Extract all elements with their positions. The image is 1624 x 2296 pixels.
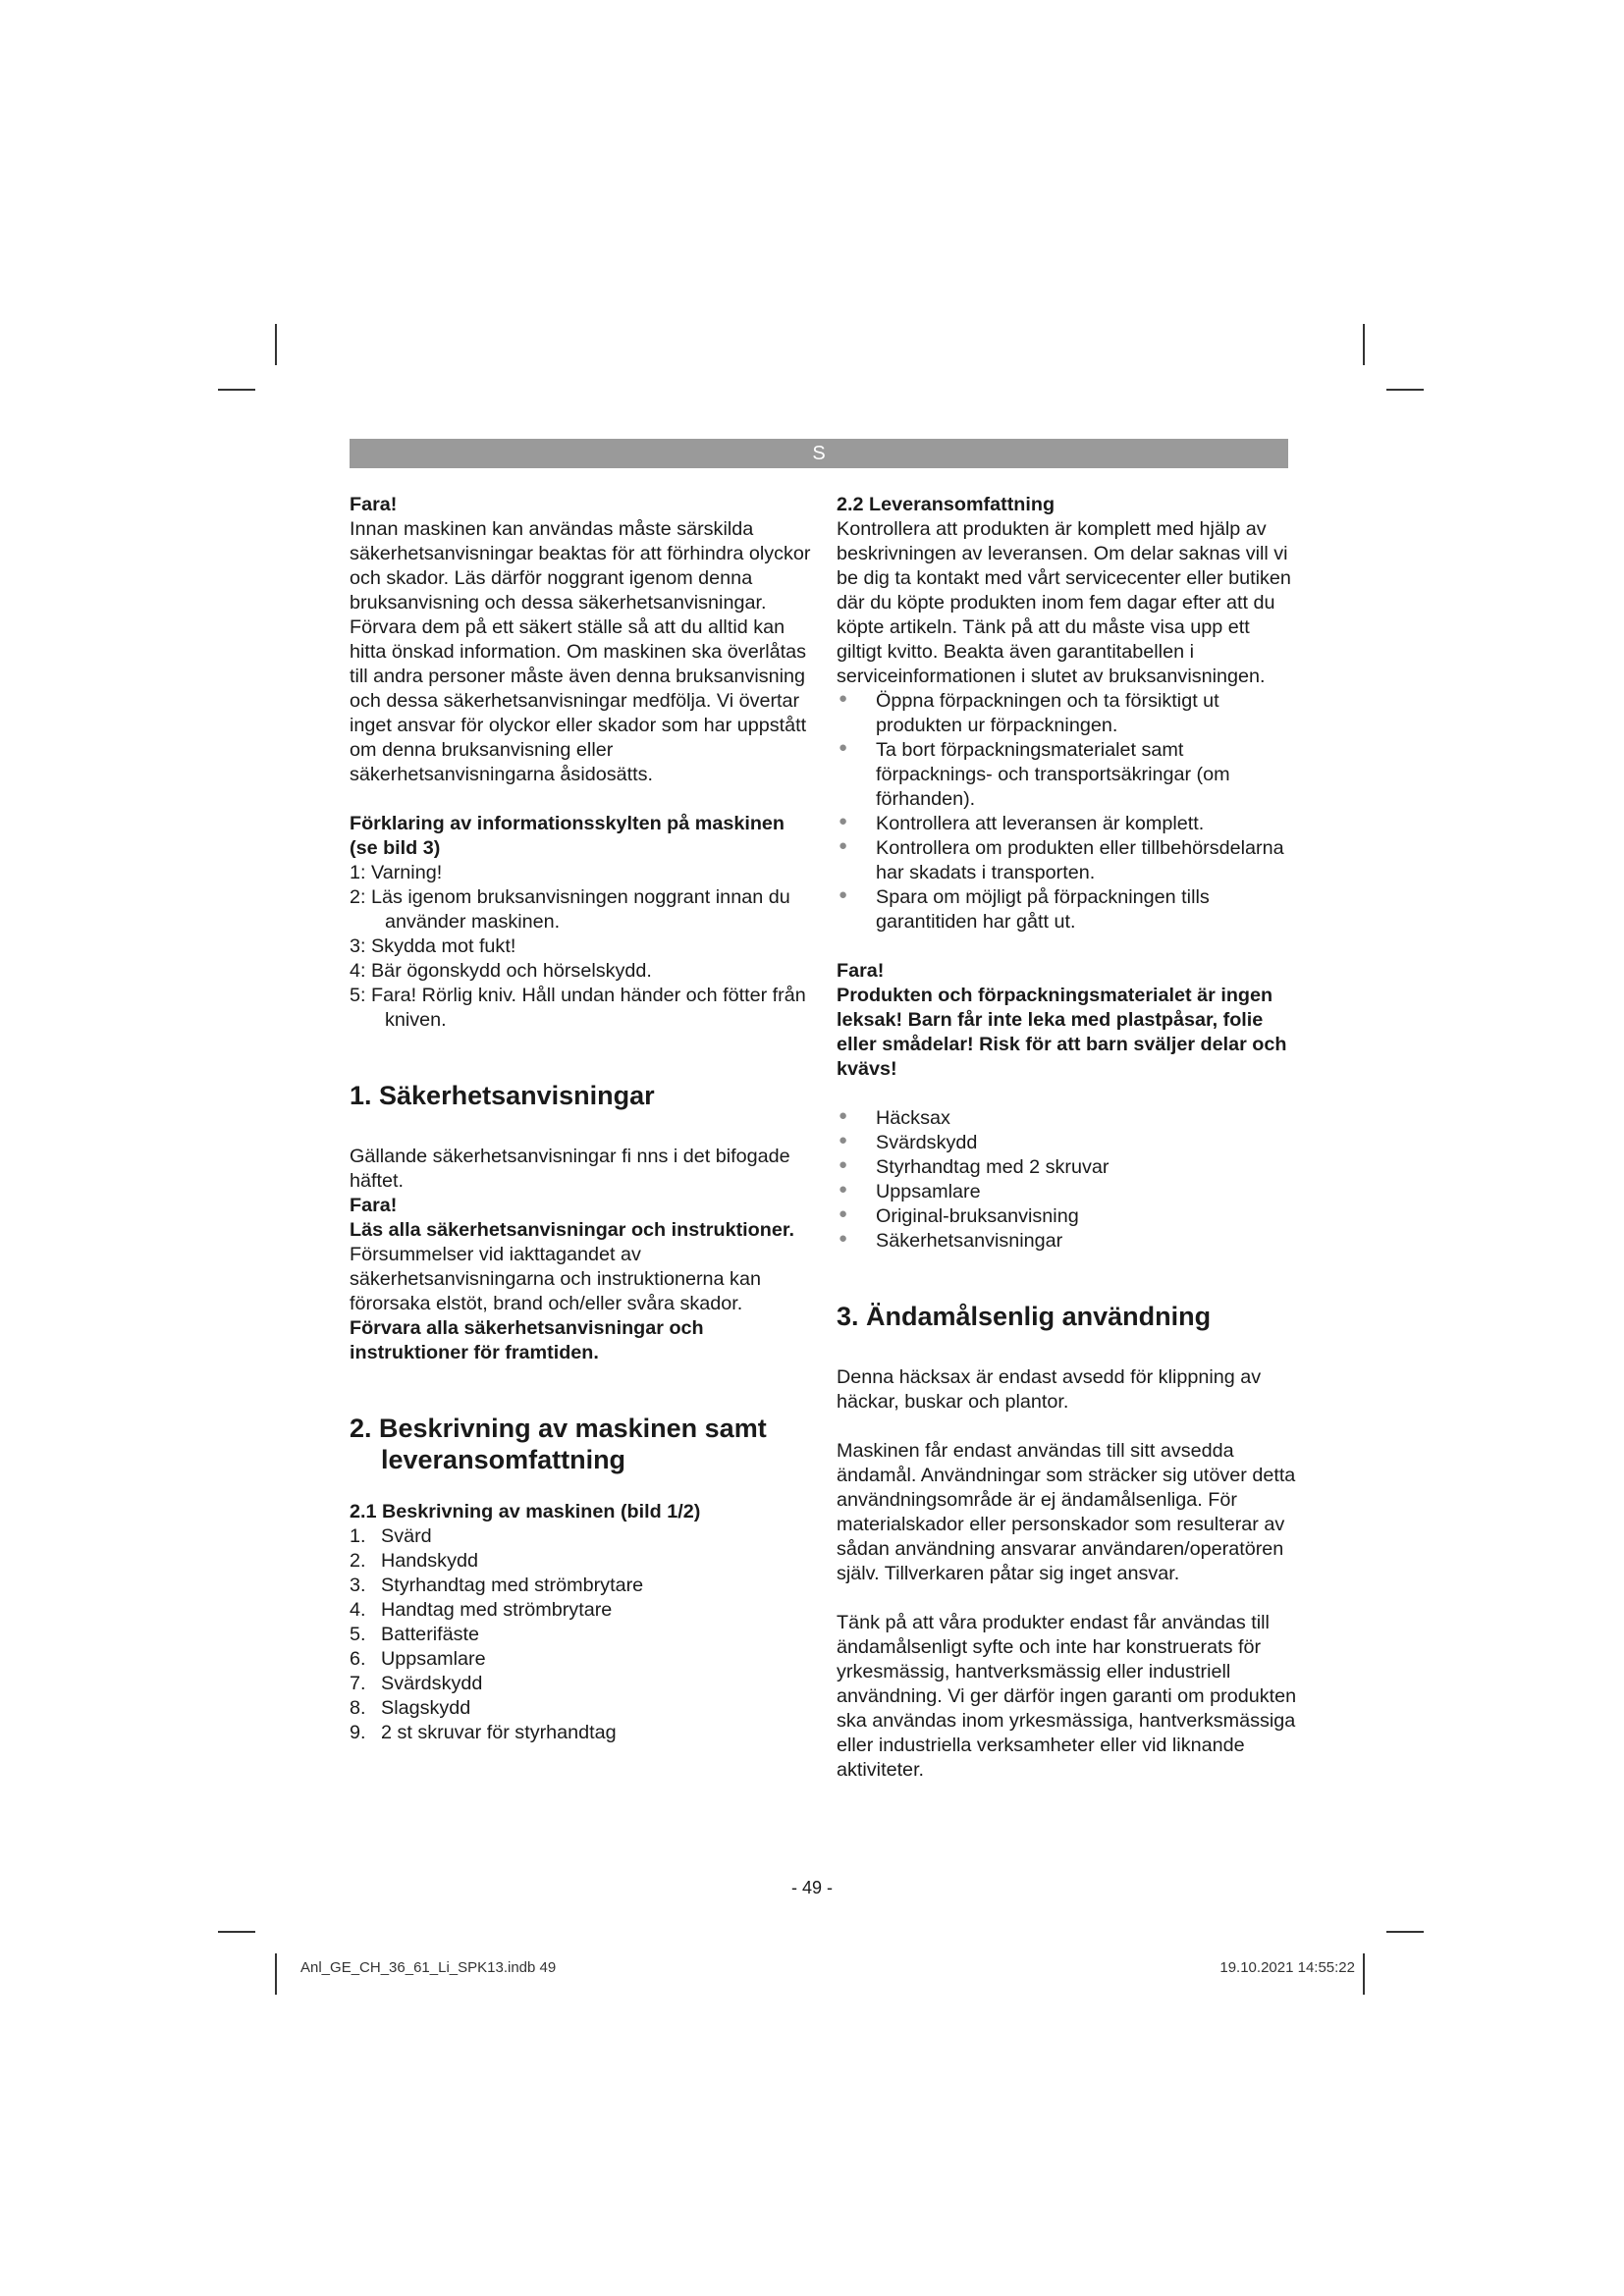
fara-paragraph: Innan maskinen kan användas måste särskilda säkerhetsanvisningar beaktas för att förhindra olyckor och skador. Läs därför noggrant igenom denna bruksanvisning och dessa säkerhetsanvisningar. Förvara dem på ett säkert ställe så att du alltid kan hitta önskad information. Om maskinen ska överlåtas till andra personer måste även denna bruksanvisning och dessa säkerhetsanvisningar medfölja. Vi övertar inget ansvar för olyckor eller skador som har uppstått om denna bruksanvisning eller säkerhetsanvisningarna åsidosätts. [350, 518, 811, 785]
crop-mark [1386, 389, 1424, 391]
bullet-icon: ● [839, 837, 848, 854]
bullet-icon: ● [839, 1181, 848, 1198]
crop-mark [218, 1931, 255, 1933]
list-item: 8. Slagskydd [350, 1697, 471, 1719]
section-1-bold-2: Förvara alla säkerhetsanvisningar och instruktioner för framtiden. [350, 1317, 704, 1363]
sign-explanation-heading: Förklaring av informationsskylten på maskinen (se bild 3) [350, 813, 785, 859]
section-1-fara: Fara! [350, 1195, 398, 1216]
footer-filename: Anl_GE_CH_36_61_Li_SPK13.indb 49 [300, 1959, 557, 1976]
sign-item: 5: Fara! Rörlig kniv. Håll undan händer och fötter från kniven. [350, 985, 806, 1031]
warning-heading: Fara! [837, 960, 885, 982]
section-1-text: Försummelser vid iakttagandet av säkerhetsanvisningarna och instruktionerna kan förorsaka elstöt, brand och/eller svåra skador. [350, 1244, 761, 1314]
crop-mark [1363, 324, 1365, 365]
bullet-icon: ● [839, 886, 848, 903]
bullet-icon: ● [839, 1156, 848, 1173]
section-3-paragraph: Denna häcksax är endast avsedd för klippning av häckar, buskar och plantor. [837, 1366, 1262, 1413]
sign-item: 2: Läs igenom bruksanvisningen noggrant innan du använder maskinen. [350, 886, 790, 933]
fara-heading: Fara! [350, 494, 398, 515]
list-item: ● Öppna förpackningen och ta försiktigt ut produkten ur förpackningen. [839, 690, 1219, 736]
bullet-icon: ● [839, 1132, 848, 1148]
bullet-icon: ● [839, 1107, 848, 1124]
bullet-icon: ● [839, 739, 848, 756]
page-number: - 49 - [790, 1878, 833, 1897]
sign-item: 4: Bär ögonskydd och hörselskydd. [350, 960, 652, 982]
delivery-contents-list [837, 1106, 1298, 1254]
list-item: ● Säkerhetsanvisningar [839, 1230, 1063, 1252]
section-3-paragraph: Maskinen får endast användas till sitt avsedda ändamål. Användningar som sträcker sig utöver detta användningsområde är ej ändamålsenliga. För materialskador eller personskador som resulterar av sådan användning ansvarar användaren/operatören själv. Tillverkaren påtar sig inget ansvar. [837, 1440, 1296, 1584]
list-item: ● Original-bruksanvisning [839, 1205, 1079, 1227]
crop-mark [275, 1953, 277, 1995]
list-item: 3. Styrhandtag med strömbrytare [350, 1575, 644, 1596]
crop-mark [1363, 1953, 1365, 1995]
crop-mark [218, 389, 255, 391]
list-item: 4. Handtag med strömbrytare [350, 1599, 613, 1621]
list-item: 1. Svärd [350, 1525, 432, 1547]
language-label: S [812, 443, 826, 464]
section-1-paragraph [350, 1218, 811, 1365]
bullet-icon: ● [839, 1230, 848, 1247]
list-item: ● Kontrollera att leveransen är komplett. [839, 813, 1205, 834]
section-3-paragraph: Tänk på att våra produkter endast får användas till ändamålsenligt syfte och inte har konstruerats för yrkesmässig, hantverksmässig eller industriell användning. Vi ger därför ingen garanti om produkten ska användas inom yrkesmässiga, hantverksmässiga eller industriella verksamheter eller vid liknande aktiviteter. [837, 1612, 1297, 1781]
crop-mark [275, 324, 277, 365]
sign-item: 1: Varning! [350, 862, 443, 883]
list-item: ● Spara om möjligt på förpackningen tills garantitiden har gått ut. [839, 886, 1210, 933]
left-column [350, 493, 811, 1745]
section-2-1-heading: 2.1 Beskrivning av maskinen (bild 1/2) [350, 1501, 701, 1522]
parts-list [350, 1524, 811, 1745]
section-2-title: 2. Beskrivning av maskinen samt leveransomfattning [350, 1414, 767, 1474]
list-item: ● Svärdskydd [839, 1132, 978, 1153]
list-item: 2. Handskydd [350, 1550, 478, 1572]
right-column [837, 493, 1298, 1783]
section-1-intro: Gällande säkerhetsanvisningar fi nns i det bifogade häftet. [350, 1146, 790, 1192]
section-2-2-heading: 2.2 Leveransomfattning [837, 494, 1056, 515]
unpack-steps-list [837, 689, 1298, 934]
bullet-icon: ● [839, 690, 848, 707]
list-item: ● Styrhandtag med 2 skruvar [839, 1156, 1110, 1178]
list-item: 9. 2 st skruvar för styrhandtag [350, 1722, 617, 1743]
list-item: ● Kontrollera om produkten eller tillbehörsdelarna har skadats i transporten. [839, 837, 1284, 883]
section-3-title: 3. Ändamålsenlig användning [837, 1302, 1212, 1331]
warning-text: Produkten och förpackningsmaterialet är ingen leksak! Barn får inte leka med plastpåsar, folie eller smådelar! Risk för att barn sväljer delar och kvävs! [837, 985, 1287, 1080]
list-item: 5. Batterifäste [350, 1624, 480, 1645]
footer-datetime: 19.10.2021 14:55:22 [1219, 1959, 1355, 1976]
language-header-bar [350, 439, 1288, 468]
list-item: ● Ta bort förpackningsmaterialet samt förpacknings- och transportsäkringar (om förhanden). [839, 739, 1230, 810]
bullet-icon: ● [839, 1205, 848, 1222]
list-item: 7. Svärdskydd [350, 1673, 483, 1694]
section-1-title: 1. Säkerhetsanvisningar [350, 1081, 655, 1110]
bullet-icon: ● [839, 813, 848, 829]
sign-item-list [350, 861, 811, 1033]
list-item: 6. Uppsamlare [350, 1648, 486, 1670]
crop-mark [1386, 1931, 1424, 1933]
list-item: ● Uppsamlare [839, 1181, 981, 1202]
sign-item: 3: Skydda mot fukt! [350, 935, 516, 957]
list-item: ● Häcksax [839, 1107, 950, 1129]
section-2-2-paragraph: Kontrollera att produkten är komplett med hjälp av beskrivningen av leveransen. Om delar saknas vill vi be dig ta kontakt med vårt servicecenter eller butiken där du köpte produkten inom fem dagar efter att du köpte artikeln. Tänk på att du måste visa upp ett giltigt kvitto. Beakta även garantitabellen i serviceinformationen i slutet av bruksanvisningen. [837, 518, 1291, 687]
section-1-bold-1: Läs alla säkerhetsanvisningar och instruktioner. [350, 1219, 794, 1241]
